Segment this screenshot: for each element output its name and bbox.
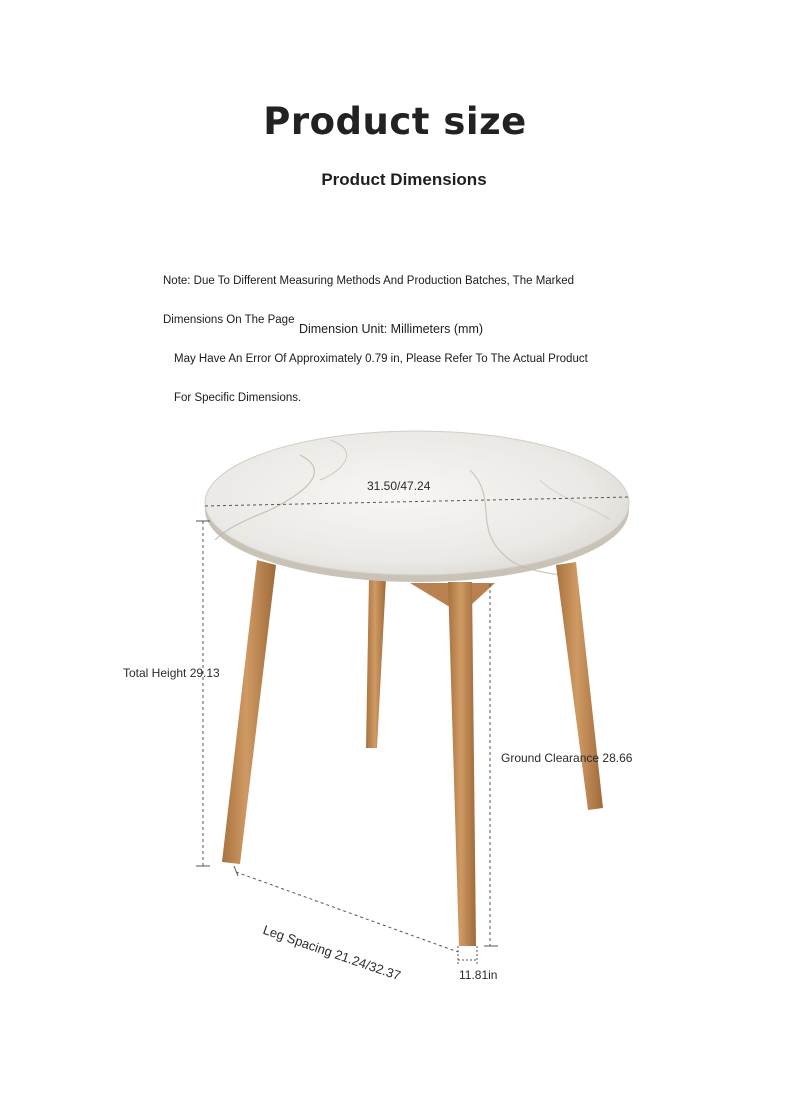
front-leg-left (222, 560, 276, 864)
ground-clearance-label: Ground Clearance 28.66 (501, 751, 633, 765)
dimension-unit-label: Dimension Unit: Millimeters (mm) (298, 322, 484, 336)
tabletop (205, 431, 629, 582)
note-line-2: Dimensions On The Page (163, 314, 295, 326)
leg-spacing-dashed-line (236, 872, 458, 952)
back-leg-center (366, 578, 386, 748)
total-height-label: Total Height 29.13 (123, 666, 220, 680)
page-title: Product size (263, 100, 527, 143)
section-subtitle: Product Dimensions (321, 170, 487, 189)
note-line-1: Note: Due To Different Measuring Methods And Production Batches, The Marked (163, 275, 575, 287)
leg-spacing-left-tick (234, 866, 238, 876)
note-line-3: May Have An Error Of Approximately 0.79 in, Please Refer To The Actual Product (174, 353, 588, 365)
front-leg-center (448, 582, 476, 946)
leg-width-label: 11.81in (459, 968, 498, 982)
leg-spacing-label: Leg Spacing 21.24/32.37 (261, 922, 403, 984)
front-leg-right (556, 562, 603, 810)
note-line-4: For Specific Dimensions. (174, 392, 302, 404)
tabletop-diameter-label: 31.50/47.24 (367, 479, 431, 493)
